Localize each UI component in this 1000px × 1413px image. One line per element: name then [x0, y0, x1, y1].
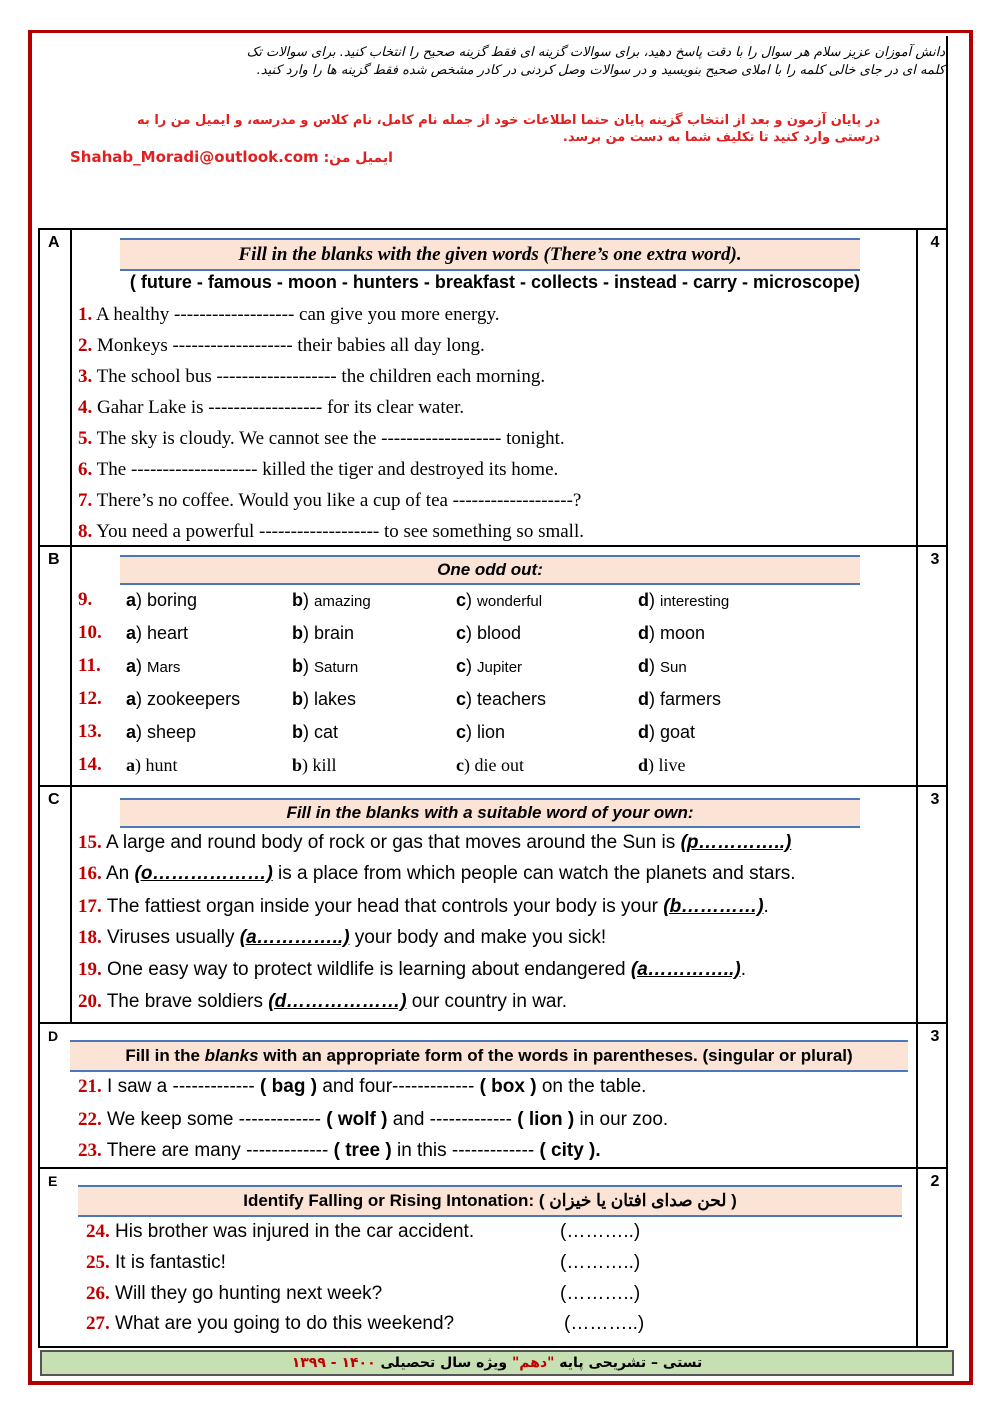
option-d[interactable]: d) live	[638, 755, 686, 775]
blank-hint[interactable]: (p…………..)	[680, 832, 792, 853]
section-b	[38, 545, 948, 785]
blank-hint[interactable]: (o………………)	[134, 863, 273, 884]
question-20: 20. The brave soldiers (d………………) our country in war.	[78, 991, 568, 1012]
frame-top-border	[28, 30, 973, 33]
question-number: 12.	[78, 688, 102, 709]
question-1: 1. A healthy ------------------- can give you more energy.	[78, 304, 500, 325]
answer-blank-27[interactable]: (………..)	[564, 1313, 645, 1334]
question-24: 24. His brother was injured in the car accident.	[86, 1221, 475, 1242]
question-2: 2. Monkeys ------------------- their babies all day long.	[78, 335, 485, 356]
question-7: 7. There’s no coffee. Would you like a cup of tea -------------------?	[78, 490, 582, 511]
option-c[interactable]: c) teachers	[456, 689, 547, 709]
option-c[interactable]: c) die out	[456, 755, 524, 775]
option-d[interactable]: d) goat	[638, 722, 696, 742]
instructions-line-2: کلمه ای در جای خالی کلمه را با املای صحیح بنویسید و در سوالات وصل کردنی در کادر مشخص شده فقط گزینه ها را وارد کنید.	[256, 63, 945, 78]
frame-bottom-border	[28, 1381, 973, 1385]
section-title: Fill in the blanks with a suitable word of your own:	[120, 798, 860, 828]
question-26: 26. Will they go hunting next week?	[86, 1283, 383, 1304]
email-address: Shahab_Moradi@outlook.com	[70, 148, 319, 166]
question-4: 4. Gahar Lake is ------------------ for its clear water.	[78, 397, 465, 418]
blank-hint[interactable]: (b…………)	[663, 896, 764, 917]
question-27: 27. What are you going to do this weekend?	[86, 1313, 455, 1334]
section-score: 3	[930, 1028, 940, 1045]
section-c	[38, 785, 948, 1023]
footer-year: ۱۴۰۰ - ۱۳۹۹	[291, 1355, 376, 1371]
question-number: 10.	[78, 622, 102, 643]
section-letter: B	[48, 551, 60, 568]
option-b[interactable]: b) brain	[292, 623, 355, 643]
question-18: 18. Viruses usually (a…………..) your body and make you sick!	[78, 927, 607, 948]
question-number: 13.	[78, 721, 102, 742]
option-d[interactable]: d) Sun	[638, 656, 687, 676]
header-instructions	[40, 44, 945, 80]
blank-hint[interactable]: (d………………)	[268, 991, 407, 1012]
question-16: 16. An (o………………) is a place from which people can watch the planets and stars.	[78, 863, 796, 884]
option-b[interactable]: b) kill	[292, 755, 337, 775]
question-6: 6. The -------------------- killed the tiger and destroyed its home.	[78, 459, 559, 480]
section-letter: A	[48, 234, 60, 251]
option-a[interactable]: a) heart	[126, 623, 189, 643]
question-number: 11.	[78, 655, 101, 676]
word-bank: ( future - famous - moon - hunters - breakfast - collects - instead - carry - microscope)	[129, 272, 861, 292]
option-b[interactable]: b) amazing	[292, 590, 371, 610]
option-d[interactable]: d) interesting	[638, 590, 730, 610]
blank-hint[interactable]: (a…………..)	[630, 959, 741, 980]
question-text: There’s no coffee. Would you like a cup of tea -------------------?	[96, 490, 582, 511]
section-d	[38, 1022, 948, 1168]
section-title: Fill in the blanks with the given words (There’s one extra word).	[120, 238, 860, 271]
header-notice	[60, 112, 880, 146]
section-e	[38, 1167, 948, 1348]
question-25: 25. It is fantastic!	[86, 1252, 226, 1273]
answer-blank-26[interactable]: (………..)	[560, 1283, 641, 1304]
option-d[interactable]: d) moon	[638, 623, 706, 643]
option-a[interactable]: a) Mars	[126, 656, 181, 676]
option-a[interactable]: a) boring	[126, 590, 198, 610]
section-a	[38, 228, 948, 545]
section-score: 4	[930, 234, 940, 251]
notice-line-1: در پایان آزمون و بعد از انتخاب گزینه پایان حتما اطلاعات خود از جمله نام کامل، نام کلاس و مدرسه، و ایمیل من را به	[137, 113, 880, 128]
question-5: 5. The sky is cloudy. We cannot see the ------------------- tonight.	[78, 428, 565, 449]
notice-line-2: درستی وارد کنید تا تکلیف شما به دست من برسد.	[562, 130, 880, 145]
footer-grade: "دهم"	[511, 1355, 555, 1371]
option-b[interactable]: b) cat	[292, 722, 339, 742]
section-score: 3	[930, 551, 940, 568]
question-19: 19. One easy way to protect wildlife is learning about endangered (a…………..).	[78, 959, 746, 980]
question-23: 23. There are many ------------- ( tree ) in this ------------- ( city ).	[78, 1140, 601, 1161]
option-c[interactable]: c) wonderful	[456, 590, 543, 610]
question-17: 17. The fattiest organ inside your head that controls your body is your (b…………).	[78, 896, 769, 917]
blank-hint[interactable]: (a…………..)	[239, 927, 350, 948]
question-text: The -------------------- killed the tiger and destroyed its home.	[96, 459, 559, 480]
email-label: ایمیل من:	[323, 150, 393, 166]
footer-text-2: ویژه سال تحصیلی	[375, 1355, 512, 1371]
option-c[interactable]: c) blood	[456, 623, 522, 643]
frame-left-border	[28, 30, 32, 1385]
section-score: 2	[930, 1173, 940, 1190]
section-title: One odd out:	[120, 555, 860, 585]
option-c[interactable]: c) lion	[456, 722, 506, 742]
answer-blank-24[interactable]: (………..)	[560, 1221, 641, 1242]
question-text: The school bus ------------------- the children each morning.	[96, 366, 546, 387]
question-text: Gahar Lake is ------------------ for its clear water.	[97, 397, 465, 418]
question-3: 3. The school bus ------------------- the children each morning.	[78, 366, 546, 387]
instructions-line-1: دانش آموزان عزیز سلام هر سوال را با دقت پاسخ دهید، برای سوالات گزینه ای فقط گزینه صحیح را انتخاب کنید. برای سوالات تک	[246, 45, 945, 60]
option-a[interactable]: a) hunt	[126, 755, 178, 775]
section-score: 3	[930, 791, 940, 808]
section-letter: C	[48, 791, 60, 808]
question-number: 9.	[78, 589, 93, 610]
question-text: You need a powerful ------------------- to see something so small.	[96, 521, 584, 542]
question-text: The sky is cloudy. We cannot see the ------------------- tonight.	[96, 428, 565, 449]
section-title: Identify Falling or Rising Intonation: ( لحن صدای افتان یا خیزان )	[78, 1185, 902, 1217]
question-text: Monkeys ------------------- their babies all day long.	[97, 335, 485, 356]
option-a[interactable]: a) sheep	[126, 722, 197, 742]
question-8: 8. You need a powerful ------------------- to see something so small.	[78, 521, 584, 542]
question-21: 21. I saw a ------------- ( bag ) and four------------- ( box ) on the table.	[78, 1076, 647, 1097]
question-22: 22. We keep some ------------- ( wolf ) and ------------- ( lion ) in our zoo.	[78, 1109, 669, 1130]
footer-text-1: تستی – تشریحی پایه	[554, 1355, 703, 1371]
option-b[interactable]: b) lakes	[292, 689, 357, 709]
email-line	[70, 148, 470, 166]
section-letter: E	[48, 1173, 58, 1189]
frame-right-border	[969, 30, 973, 1385]
section-letter: D	[48, 1028, 59, 1044]
question-text: A healthy ------------------- can give you more energy.	[95, 304, 500, 325]
option-a[interactable]: a) zookeepers	[126, 689, 241, 709]
option-d[interactable]: d) farmers	[638, 689, 722, 709]
answer-blank-25[interactable]: (………..)	[560, 1252, 641, 1273]
option-c[interactable]: c) Jupiter	[456, 656, 523, 676]
question-number: 14.	[78, 754, 102, 775]
question-15: 15. A large and round body of rock or gas that moves around the Sun is (p…………..)	[78, 832, 792, 853]
section-title: Fill in the blanks with an appropriate form of the words in parentheses. (singular or plural)	[70, 1040, 908, 1072]
footer-bar	[40, 1350, 954, 1376]
option-b[interactable]: b) Saturn	[292, 656, 359, 676]
